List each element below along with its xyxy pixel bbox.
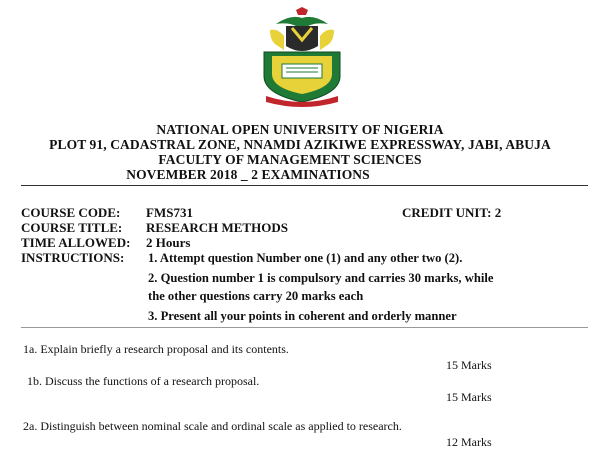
header-divider bbox=[21, 185, 588, 186]
exam-period: NOVEMBER 2018 _ 2 EXAMINATIONS bbox=[126, 167, 370, 182]
question-1a: 1a. Explain briefly a research proposal and its contents. bbox=[23, 342, 289, 356]
course-code-label: COURSE CODE: bbox=[21, 205, 121, 220]
question-1b: 1b. Discuss the functions of a research proposal. bbox=[27, 374, 260, 388]
time-allowed-value: 2 Hours bbox=[146, 235, 191, 250]
instructions-label: INSTRUCTIONS: bbox=[21, 250, 125, 265]
course-code-value: FMS731 bbox=[146, 205, 193, 220]
question-2a-marks: 12 Marks bbox=[446, 435, 492, 449]
question-1b-marks: 15 Marks bbox=[446, 390, 492, 404]
question-2a: 2a. Distinguish between nominal scale and ordinal scale as applied to research. bbox=[23, 419, 402, 433]
instruction-item: 2. Question number 1 is compulsory and carries 30 marks, while bbox=[148, 271, 494, 285]
time-allowed-label: TIME ALLOWED: bbox=[21, 235, 131, 250]
university-address: PLOT 91, CADASTRAL ZONE, NNAMDI AZIKIWE EXPRESSWAY, JABI, ABUJA bbox=[49, 137, 551, 152]
instruction-item: the other questions carry 20 marks each bbox=[148, 289, 364, 303]
university-crest-logo bbox=[256, 6, 348, 110]
instruction-item: 1. Attempt question Number one (1) and any other two (2). bbox=[148, 251, 463, 265]
question-1a-marks: 15 Marks bbox=[446, 358, 492, 372]
course-title-label: COURSE TITLE: bbox=[21, 220, 123, 235]
faculty-name: FACULTY OF MANAGEMENT SCIENCES bbox=[158, 152, 422, 167]
credit-unit: CREDIT UNIT: 2 bbox=[402, 205, 502, 220]
university-name: NATIONAL OPEN UNIVERSITY OF NIGERIA bbox=[156, 122, 444, 137]
course-title-value: RESEARCH METHODS bbox=[146, 220, 288, 235]
section-divider bbox=[21, 327, 588, 328]
instruction-item: 3. Present all your points in coherent and orderly manner bbox=[148, 309, 457, 323]
